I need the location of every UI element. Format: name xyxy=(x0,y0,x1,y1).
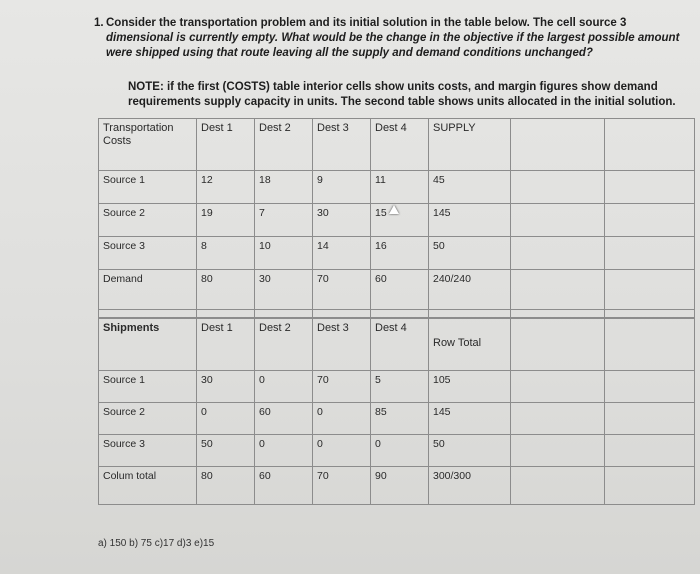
supply-cell: 50 xyxy=(429,237,511,270)
shipment-cell: 70 xyxy=(313,371,371,403)
empty-cell xyxy=(511,270,605,310)
shipments-header-dest2: Dest 2 xyxy=(255,319,313,371)
question-text xyxy=(94,16,696,61)
shipments-table xyxy=(98,318,695,505)
table-row xyxy=(99,270,695,310)
column-total-cell: 80 xyxy=(197,467,255,505)
row-label: Source 2 xyxy=(99,204,197,237)
empty-cell xyxy=(605,119,695,171)
costs-header-dest1: Dest 1 xyxy=(197,119,255,171)
demand-cell: 70 xyxy=(313,270,371,310)
shipment-cell: 30 xyxy=(197,371,255,403)
shipment-cell: 0 xyxy=(255,371,313,403)
row-label: Colum total xyxy=(99,467,197,505)
cost-cell: 7 xyxy=(255,204,313,237)
cost-cell: 18 xyxy=(255,171,313,204)
empty-cell xyxy=(511,171,605,204)
row-label: Source 3 xyxy=(99,435,197,467)
empty-cell xyxy=(511,371,605,403)
row-label: Source 1 xyxy=(99,171,197,204)
note-line-2: requirements supply capacity in units. The second table shows units allocated in the initial solution. xyxy=(128,96,676,108)
cost-cell: 8 xyxy=(197,237,255,270)
mouse-cursor-icon xyxy=(389,205,399,214)
empty-cell xyxy=(511,119,605,171)
column-total-cell: 90 xyxy=(371,467,429,505)
empty-cell xyxy=(605,371,695,403)
cost-cell xyxy=(371,204,429,237)
empty-cell xyxy=(511,204,605,237)
cost-cell: 9 xyxy=(313,171,371,204)
costs-header-dest2: Dest 2 xyxy=(255,119,313,171)
shipments-header-dest1: Dest 1 xyxy=(197,319,255,371)
table-row xyxy=(99,204,695,237)
question-line-2: dimensional is currently empty. What would be the change in the objective if the largest possible amount xyxy=(106,32,680,44)
shipments-header-row-total: Row Total xyxy=(429,319,511,371)
shipment-cell: 0 xyxy=(313,435,371,467)
table-row xyxy=(99,237,695,270)
cost-cell: 14 xyxy=(313,237,371,270)
cost-cell: 11 xyxy=(371,171,429,204)
column-total-cell: 60 xyxy=(255,467,313,505)
cost-cell: 12 xyxy=(197,171,255,204)
costs-header-dest3: Dest 3 xyxy=(313,119,371,171)
cost-cell: 16 xyxy=(371,237,429,270)
table-row xyxy=(99,171,695,204)
row-total-cell: 50 xyxy=(429,435,511,467)
cost-cell: 10 xyxy=(255,237,313,270)
table-row xyxy=(99,403,695,435)
question-number: 1. xyxy=(94,17,104,29)
empty-cell xyxy=(605,204,695,237)
cost-cell: 30 xyxy=(313,204,371,237)
empty-cell xyxy=(605,467,695,505)
shipment-cell: 5 xyxy=(371,371,429,403)
empty-cell xyxy=(511,467,605,505)
shipment-cell: 60 xyxy=(255,403,313,435)
empty-cell xyxy=(605,237,695,270)
cost-value: 15 xyxy=(375,207,387,219)
costs-table xyxy=(98,118,695,318)
cost-cell: 19 xyxy=(197,204,255,237)
supply-cell: 45 xyxy=(429,171,511,204)
shipments-header-dest4: Dest 4 xyxy=(371,319,429,371)
note-text xyxy=(128,80,688,110)
empty-cell xyxy=(511,237,605,270)
shipment-cell: 0 xyxy=(371,435,429,467)
total-cell: 240/240 xyxy=(429,270,511,310)
row-total-cell: 105 xyxy=(429,371,511,403)
demand-cell: 30 xyxy=(255,270,313,310)
question-line-1: Consider the transportation problem and its initial solution in the table below. The cell source 3 xyxy=(106,17,627,29)
row-total-cell: 145 xyxy=(429,403,511,435)
shipments-corner-label: Shipments xyxy=(99,319,197,371)
costs-corner-label: Transportation Costs xyxy=(99,119,197,171)
answer-choices: a) 150 b) 75 c)17 d)3 e)15 xyxy=(98,538,215,549)
costs-header-dest4: Dest 4 xyxy=(371,119,429,171)
supply-cell: 145 xyxy=(429,204,511,237)
shipment-cell: 0 xyxy=(255,435,313,467)
row-label: Demand xyxy=(99,270,197,310)
table-row xyxy=(99,371,695,403)
question-line-3: were shipped using that route leaving all the supply and demand conditions unchanged? xyxy=(106,47,593,59)
shipment-cell: 85 xyxy=(371,403,429,435)
table-row xyxy=(99,467,695,505)
row-label: Source 1 xyxy=(99,371,197,403)
empty-cell xyxy=(605,270,695,310)
demand-cell: 80 xyxy=(197,270,255,310)
shipments-header-dest3: Dest 3 xyxy=(313,319,371,371)
empty-cell xyxy=(605,171,695,204)
empty-cell xyxy=(605,435,695,467)
costs-header-supply: SUPPLY xyxy=(429,119,511,171)
note-line-1: NOTE: if the first (COSTS) table interior cells show units costs, and margin figures show demand xyxy=(128,81,658,93)
column-total-cell: 70 xyxy=(313,467,371,505)
empty-cell xyxy=(605,319,695,371)
empty-cell xyxy=(511,435,605,467)
row-label: Source 3 xyxy=(99,237,197,270)
shipment-cell: 50 xyxy=(197,435,255,467)
empty-cell xyxy=(605,403,695,435)
grand-total-cell: 300/300 xyxy=(429,467,511,505)
row-label: Source 2 xyxy=(99,403,197,435)
table-row xyxy=(99,435,695,467)
empty-cell xyxy=(511,319,605,371)
shipment-cell: 0 xyxy=(313,403,371,435)
shipment-cell: 0 xyxy=(197,403,255,435)
demand-cell: 60 xyxy=(371,270,429,310)
empty-cell xyxy=(511,403,605,435)
